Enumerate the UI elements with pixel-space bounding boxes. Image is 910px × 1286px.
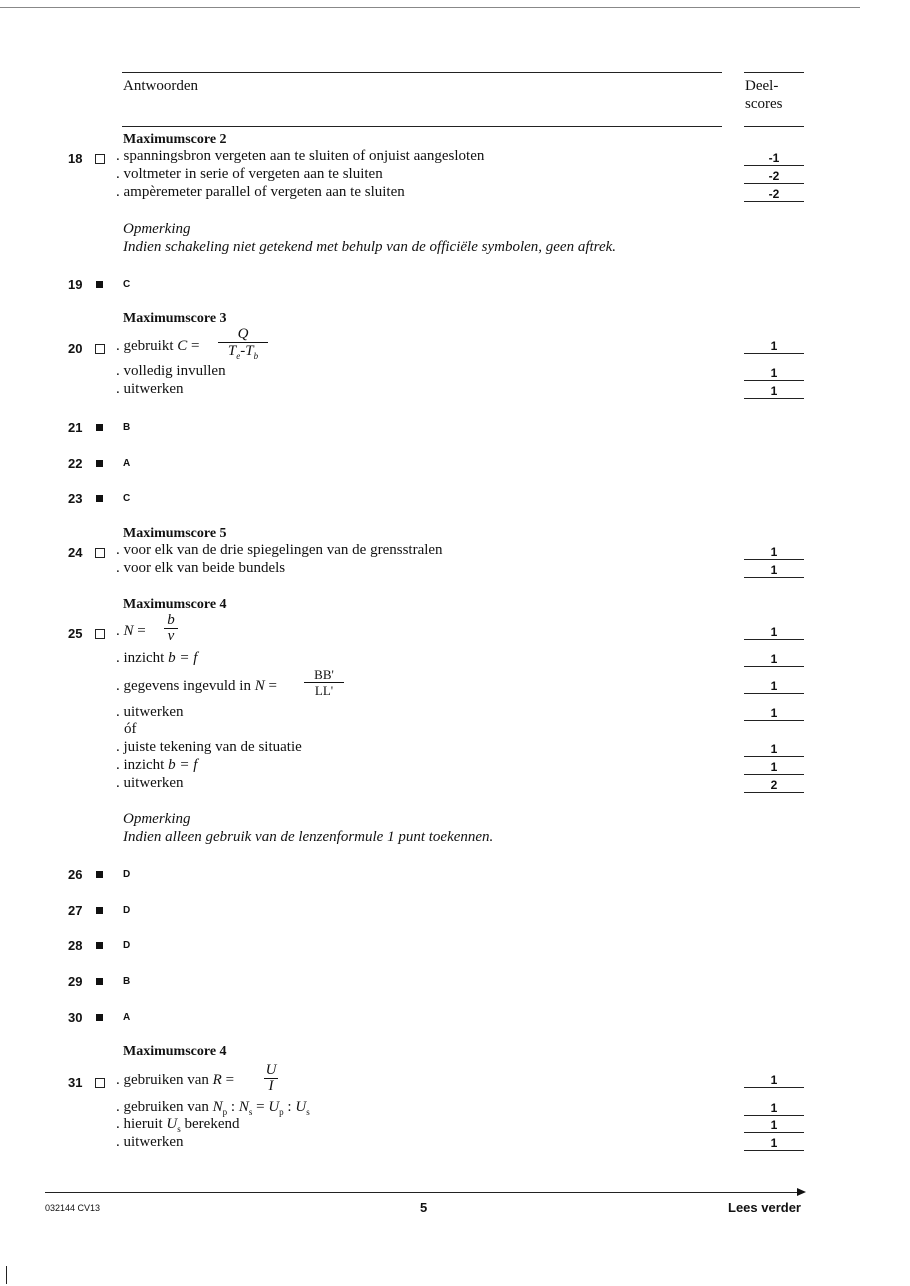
q20-item-2: . volledig invullen bbox=[116, 363, 226, 379]
q18-score-1: -1 bbox=[744, 151, 804, 166]
header-score-rule-top bbox=[744, 72, 804, 73]
q22-number: 22 bbox=[68, 456, 83, 471]
q31-heading: Maximumscore 4 bbox=[123, 1044, 227, 1059]
q21-answer: B bbox=[123, 422, 131, 433]
q27-number: 27 bbox=[68, 903, 83, 918]
q24-item-2: . voor elk van beide bundels bbox=[116, 560, 286, 576]
q28-number: 28 bbox=[68, 938, 83, 953]
q25-item-4: . uitwerken bbox=[116, 704, 184, 720]
q20-heading: Maximumscore 3 bbox=[123, 311, 227, 326]
q18-remark-title: Opmerking bbox=[123, 221, 191, 237]
footer-rule bbox=[45, 1192, 797, 1193]
q26-answer: D bbox=[123, 869, 131, 880]
q28-answer: D bbox=[123, 940, 131, 951]
q25-fraction-2-numerator: BB' bbox=[314, 667, 334, 682]
open-question-icon bbox=[95, 1078, 105, 1088]
q20-score-2: 1 bbox=[744, 366, 804, 381]
q18-remark: Indien schakeling niet getekend met behulp van de officiële symbolen, geen aftrek. bbox=[123, 239, 617, 255]
q20-number: 20 bbox=[68, 341, 83, 356]
q18-score-3: -2 bbox=[744, 187, 804, 202]
q29-answer: B bbox=[123, 976, 131, 987]
q24-score-1: 1 bbox=[744, 545, 804, 560]
q25-item-1: . N = bbox=[116, 623, 146, 639]
scan-mark bbox=[6, 1266, 7, 1284]
closed-question-icon bbox=[96, 871, 103, 878]
q25-score-4: 1 bbox=[744, 706, 804, 721]
next-page-label: Lees verder bbox=[728, 1200, 801, 1215]
q30-number: 30 bbox=[68, 1010, 83, 1025]
q27-answer: D bbox=[123, 905, 131, 916]
q25-fraction-1-denominator: v bbox=[164, 628, 178, 644]
header-score-rule-bottom bbox=[744, 126, 804, 127]
closed-question-icon bbox=[96, 281, 103, 288]
top-rule bbox=[0, 7, 860, 8]
q18-heading: Maximumscore 2 bbox=[123, 132, 227, 147]
q25-item-2: . inzicht b = f bbox=[116, 650, 198, 666]
footer-arrow-icon bbox=[797, 1188, 806, 1196]
closed-question-icon bbox=[96, 424, 103, 431]
q31-score-1: 1 bbox=[744, 1073, 804, 1088]
q25-item-3: . gegevens ingevuld in N = bbox=[116, 678, 277, 694]
q24-score-2: 1 bbox=[744, 563, 804, 578]
q31-score-4: 1 bbox=[744, 1136, 804, 1151]
q25-score-7: 2 bbox=[744, 778, 804, 793]
q31-item-1: . gebruiken van R = bbox=[116, 1072, 235, 1088]
q25-fraction-1 bbox=[164, 612, 178, 644]
closed-question-icon bbox=[96, 460, 103, 467]
q20-score-1: 1 bbox=[744, 339, 804, 354]
q25-score-3: 1 bbox=[744, 679, 804, 694]
q20-item-1: . gebruikt C = bbox=[116, 338, 200, 354]
q18-item-3: . ampèremeter parallel of vergeten aan te sluiten bbox=[116, 184, 405, 200]
q25-item-7: . uitwerken bbox=[116, 775, 184, 791]
q31-item-4: . uitwerken bbox=[116, 1134, 184, 1150]
closed-question-icon bbox=[96, 1014, 103, 1021]
q24-item-1: . voor elk van de drie spiegelingen van de grensstralen bbox=[116, 542, 443, 558]
closed-question-icon bbox=[96, 907, 103, 914]
q25-or: óf bbox=[124, 721, 137, 737]
q18-score-2: -2 bbox=[744, 169, 804, 184]
q25-number: 25 bbox=[68, 626, 83, 641]
header-rule-bottom bbox=[122, 126, 722, 127]
q23-answer: C bbox=[123, 493, 131, 504]
q20-fraction-numerator: Q bbox=[237, 326, 249, 342]
q25-fraction-2 bbox=[304, 668, 344, 698]
q19-number: 19 bbox=[68, 277, 83, 292]
open-question-icon bbox=[95, 344, 105, 354]
q25-item-5: . juiste tekening van de situatie bbox=[116, 739, 302, 755]
q20-fraction-denominator: $T_e-T_b$ bbox=[218, 342, 268, 364]
q22-answer: A bbox=[123, 458, 131, 469]
q24-number: 24 bbox=[68, 545, 83, 560]
q25-heading: Maximumscore 4 bbox=[123, 597, 227, 612]
q31-item-2: . gebruiken van $N_p$ : $N_s = U_p$ : $U_s$ bbox=[116, 1099, 310, 1117]
q25-score-5: 1 bbox=[744, 742, 804, 757]
q31-fraction-numerator: U bbox=[265, 1062, 277, 1078]
q29-number: 29 bbox=[68, 974, 83, 989]
q31-fraction bbox=[264, 1062, 278, 1094]
open-question-icon bbox=[95, 548, 105, 558]
q25-fraction-1-numerator: b bbox=[167, 612, 175, 628]
q26-number: 26 bbox=[68, 867, 83, 882]
q20-score-3: 1 bbox=[744, 384, 804, 399]
q18-number: 18 bbox=[68, 151, 83, 166]
q20-item-3: . uitwerken bbox=[116, 381, 184, 397]
closed-question-icon bbox=[96, 978, 103, 985]
footer-code: 032144 CV13 bbox=[45, 1203, 101, 1213]
open-question-icon bbox=[95, 154, 105, 164]
q31-score-3: 1 bbox=[744, 1118, 804, 1133]
q19-answer: C bbox=[123, 279, 131, 290]
q25-item-6: . inzicht b = f bbox=[116, 757, 198, 773]
header-rule-top bbox=[122, 72, 722, 73]
q25-score-1: 1 bbox=[744, 625, 804, 640]
q18-item-1: . spanningsbron vergeten aan te sluiten of onjuist aangesloten bbox=[116, 148, 485, 164]
scores-heading-1: Deel- bbox=[745, 78, 779, 94]
q31-number: 31 bbox=[68, 1075, 83, 1090]
q24-heading: Maximumscore 5 bbox=[123, 526, 227, 541]
q30-answer: A bbox=[123, 1012, 131, 1023]
q25-fraction-2-denominator: LL' bbox=[304, 682, 344, 698]
scores-heading-2: scores bbox=[745, 96, 783, 112]
q25-score-2: 1 bbox=[744, 652, 804, 667]
q25-remark-title: Opmerking bbox=[123, 811, 191, 827]
q20-fraction bbox=[218, 326, 268, 364]
closed-question-icon bbox=[96, 942, 103, 949]
q31-item-3: . hieruit $U_s$ berekend bbox=[116, 1116, 240, 1134]
answers-heading: Antwoorden bbox=[123, 78, 198, 94]
q31-score-2: 1 bbox=[744, 1101, 804, 1116]
closed-question-icon bbox=[96, 495, 103, 502]
q25-remark: Indien alleen gebruik van de lenzenformule 1 punt toekennen. bbox=[123, 829, 494, 845]
open-question-icon bbox=[95, 629, 105, 639]
page-number: 5 bbox=[420, 1200, 428, 1215]
q21-number: 21 bbox=[68, 420, 83, 435]
q31-fraction-denominator: I bbox=[264, 1078, 278, 1094]
q25-score-6: 1 bbox=[744, 760, 804, 775]
q23-number: 23 bbox=[68, 491, 83, 506]
q18-item-2: . voltmeter in serie of vergeten aan te sluiten bbox=[116, 166, 383, 182]
